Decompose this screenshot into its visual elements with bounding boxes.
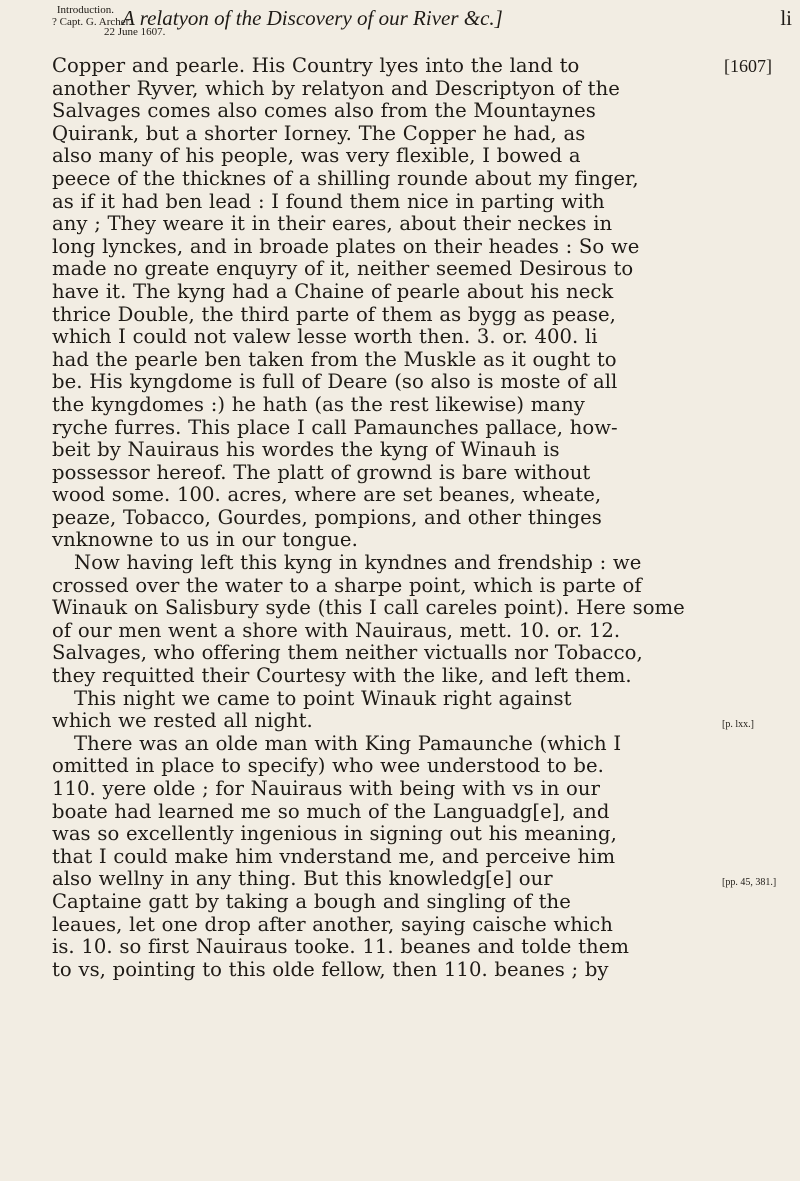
body-text [52,55,712,981]
date-stamp: 22 June 1607. [104,26,166,38]
page-number: li [780,6,792,30]
text-line: 110. yere olde ; for Nauiraus with being with vs in our [52,777,600,800]
margin-note: [pp. 45, 381.] [722,877,777,888]
text-line: Copper and pearle. His Country lyes into the land to [52,54,580,77]
side-note [52,4,132,28]
text-line: crossed over the water to a sharpe point, which is parte of [52,573,642,597]
text-line: leaues, let one drop after another, saying caische which [52,912,613,936]
paragraph [52,733,712,982]
paragraph [52,552,712,733]
text-line: as if it had ben lead : I found them nice in parting with [52,189,605,213]
text-line: peaze, Tobacco, Gourdes, pompions, and other thinges [52,505,602,529]
text-line: have it. The kyng had a Chaine of pearle about his neck [52,279,614,303]
text-line: also wellny in any thing. But this knowledg[e] our [52,867,553,891]
text-line: Winauk on Salisbury syde (this I call careles point). Here some [52,596,685,620]
text-line: be. His kyngdome is full of Deare (so also is moste of all [52,370,618,394]
text-line: had the pearle ben taken from the Muskle as it ought to [52,347,617,371]
text-line: vnknowne to us in our tongue. [52,528,358,552]
text-line: to vs, pointing to this olde fellow, then 110. beanes ; by [52,957,609,981]
side-note-line: Introduction. [56,4,114,16]
text-line: boate had learned me so much of the Languadg[e], and [52,799,610,823]
text-line: which I could not valew lesse worth then. 3. or. 400. li [52,325,598,349]
text-line: peece of the thicknes of a shilling rounde about my finger, [52,166,639,190]
text-line: that I could make him vnderstand me, and perceive him [52,844,616,868]
text-line: was so excellently ingenious in signing out his meaning, [52,822,617,846]
text-line: made no greate enquyry of it, neither seemed Desirous to [52,257,634,281]
text-line: also many of his people, was very flexible, I bowed a [52,144,581,168]
text-line: is. 10. so first Nauiraus tooke. 11. beanes and tolde them [52,935,629,959]
text-line: beit by Nauiraus his wordes the kyng of Winauh is [52,438,560,462]
text-line: thrice Double, the third parte of them as bygg as pease, [52,302,616,326]
text-line: Salvages, who offering them neither victualls nor Tobacco, [52,641,643,665]
year-margin-note: [1607] [724,56,772,76]
paragraph [52,55,712,552]
text-line: the kyngdomes :) he hath (as the rest likewise) many [52,392,585,416]
text-line: long lynckes, and in broade plates on their heades : So we [52,234,640,258]
text-line: Now having left this kyng in kyndnes and frendship : we [74,551,642,575]
text-line: ryche furres. This place I call Pamaunches pallace, how- [52,415,618,439]
text-line: they requitted their Courtesy with the like, and left them. [52,664,632,688]
text-line: of our men went a shore with Nauiraus, mett. 10. or. 12. [52,618,621,642]
text-line: another Ryver, which by relatyon and Descriptyon of the [52,76,620,100]
text-line: There was an olde man with King Pamaunche (which I [74,731,622,755]
text-line: Quirank, but a shorter Iorney. The Copper he had, as [52,121,586,145]
margin-note: [p. lxx.] [722,719,754,730]
text-line: any ; They weare it in their eares, about their neckes in [52,212,613,236]
text-line: possessor hereof. The platt of grownd is bare without [52,460,591,484]
text-line: omitted in place to specify) who wee understood to be. [52,754,604,778]
text-line: This night we came to point Winauk right against [74,686,572,710]
text-line: wood some. 100. acres, where are set beanes, wheate, [52,483,602,507]
text-line: which we rested all night. [52,709,313,733]
side-note-line: ? Capt. G. Archer. [52,16,132,28]
text-line: Captaine gatt by taking a bough and singling of the [52,889,571,913]
running-title: A relatyon of the Discovery of our River &c.] [122,6,503,30]
page-header [52,4,792,44]
text-line: Salvages comes also comes also from the Mountaynes [52,99,596,123]
